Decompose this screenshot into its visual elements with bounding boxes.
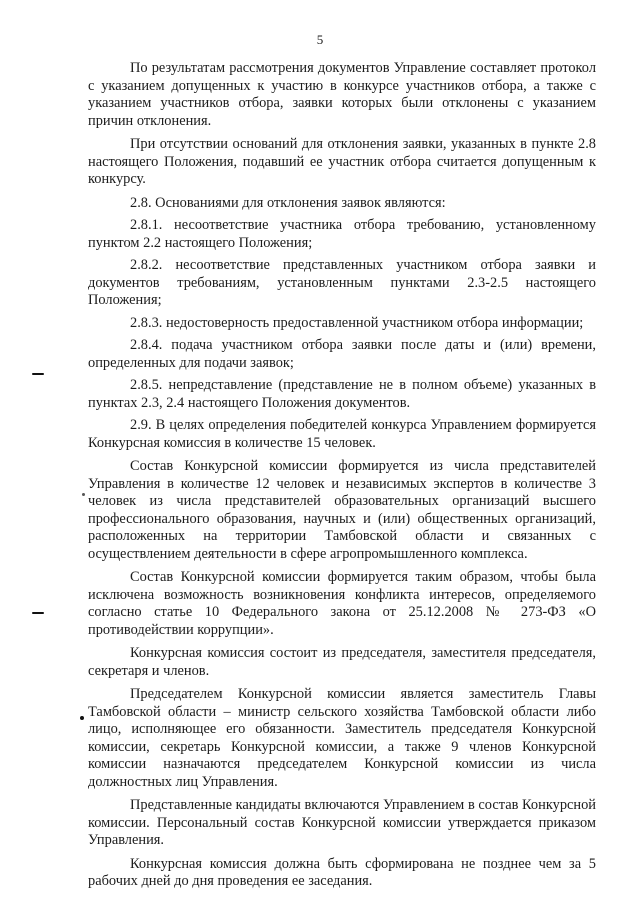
- scan-mark: [80, 716, 84, 720]
- scan-mark: [82, 493, 85, 496]
- document-body: [88, 60, 596, 897]
- paragraph-2-8-3: 2.8.3. недостоверность предоставленной участником отбора информации;: [130, 314, 584, 331]
- paragraph-protocol: По результатам рассмотрения документов Управление составляет протокол с указанием допущенных к участию в конкурсе участников отбора, а также с указанием участников отбора, заявки которых были отклонены с указанием причин отклонения.: [88, 60, 596, 129]
- paragraph-chairman: Председателем Конкурсной комиссии является заместитель Главы Тамбовской области – министр сельского хозяйства Тамбовской области либо лицо, исполняющее его обязанности. Заместитель председателя Конкурсной комиссии, секретарь Конкурсной комиссии, а также 9 членов Конкурсной комиссии назначаются председателем Конкурсной комиссии из числа должностных лиц Управления.: [88, 686, 596, 790]
- paragraph-2-8-2: 2.8.2. несоответствие представленных участником отбора заявки и документов требованиям, установленным пунктами 2.3-2.5 настоящего Положения;: [88, 257, 596, 308]
- paragraph-2-8-5: 2.8.5. непредставление (представление не в полном объеме) указанных в пунктах 2.3, 2.4 настоящего Положения документов.: [88, 377, 596, 411]
- paragraph-candidates: Представленные кандидаты включаются Управлением в состав Конкурсной комиссии. Персональный состав Конкурсной комиссии утверждается приказом Управления.: [88, 797, 596, 848]
- scan-mark: [32, 373, 44, 375]
- paragraph-admission: При отсутствии оснований для отклонения заявки, указанных в пункте 2.8 настоящего Положения, подавший ее участник отбора считается допущенным к конкурсу.: [88, 136, 596, 187]
- page-number: 5: [316, 32, 324, 47]
- paragraph-conflict-of-interest: Состав Конкурсной комиссии формируется таким образом, чтобы была исключена возможность возникновения конфликта интересов, определяемого согласно статье 10 Федерального закона от 25.12.2008 № 273-ФЗ «О противодействии коррупции».: [88, 569, 596, 638]
- scan-mark: [32, 612, 44, 614]
- paragraph-formation-deadline: Конкурсная комиссия должна быть сформирована не позднее чем за 5 рабочих дней до дня проведения ее заседания.: [88, 855, 596, 889]
- paragraph-commission-members: Конкурсная комиссия состоит из председателя, заместителя председателя, секретаря и членов.: [88, 645, 596, 679]
- paragraph-2-9: 2.9. В целях определения победителей конкурса Управлением формируется Конкурсная комиссия в количестве 15 человек.: [88, 417, 596, 451]
- paragraph-2-8-1: 2.8.1. несоответствие участника отбора требованию, установленному пунктом 2.2 настоящего Положения;: [88, 217, 596, 251]
- paragraph-2-8: 2.8. Основаниями для отклонения заявок являются:: [130, 194, 446, 211]
- paragraph-commission-composition: Состав Конкурсной комиссии формируется из числа представителей Управления в количестве 12 человек и независимых экспертов в количестве 3 человек из числа представителей образовательных организаций высшего профессионального образования, научных и (или) общественных организаций, расположенных на территории Тамбовской области и связанных с осуществлением деятельности в сфере агропромышленного комплекса.: [88, 458, 596, 562]
- paragraph-2-8-4: 2.8.4. подача участником отбора заявки после даты и (или) времени, определенных для подачи заявок;: [88, 337, 596, 371]
